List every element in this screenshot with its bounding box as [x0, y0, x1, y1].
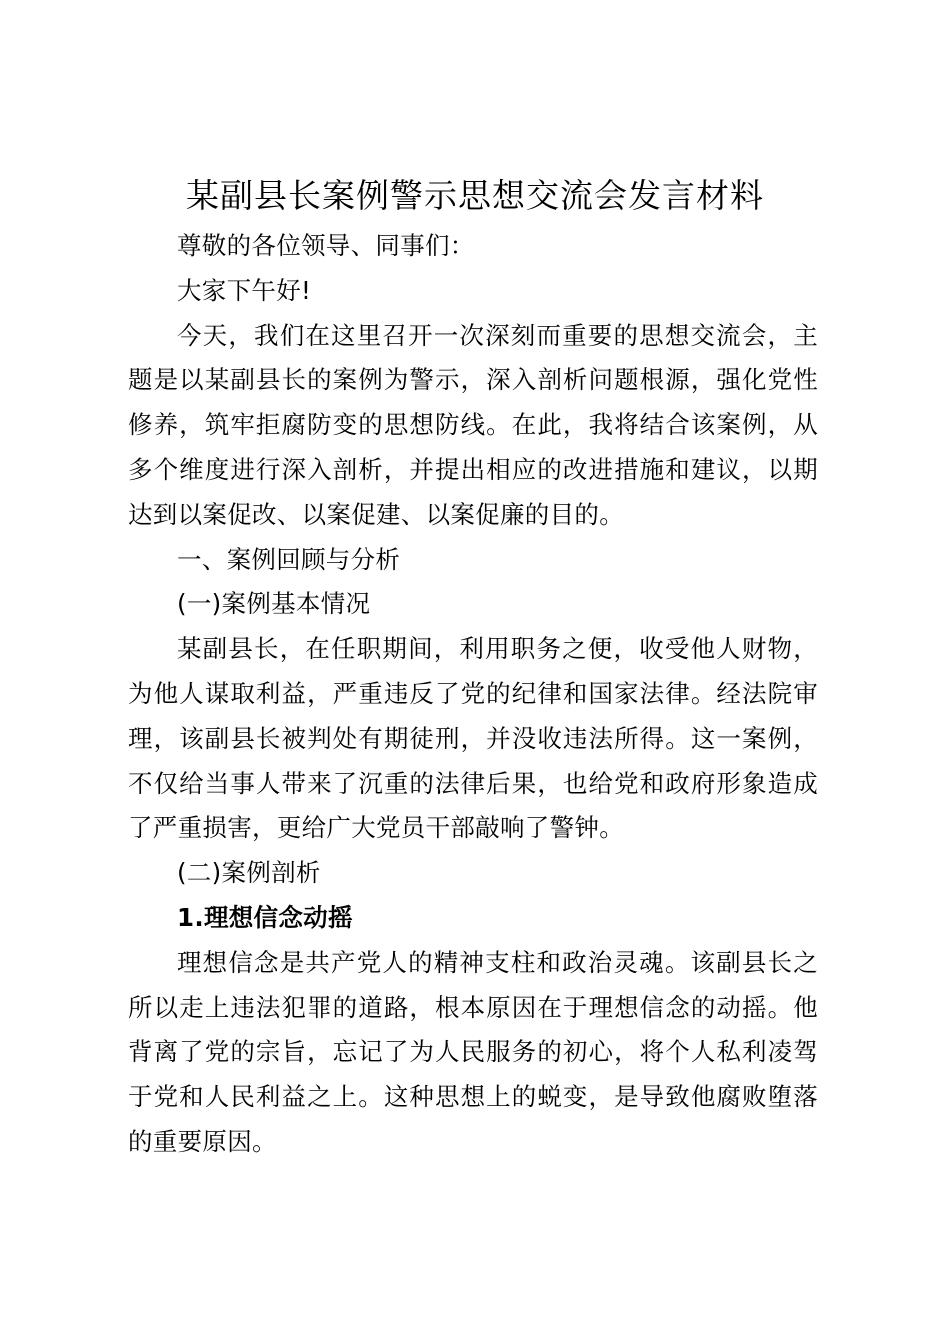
point-heading-1: 1.理想信念动摇 [177, 902, 353, 932]
point-paragraph-1: 理想信念是共产党人的精神支柱和政治灵魂。该副县长之所以走上违法犯罪的道路，根本原因在于理想信念的动摇。他背离了党的宗旨，忘记了为人民服务的初心，将个人私利凌驾于党和人民利益之上。这种思想上的蜕变，是导致他腐败堕落的重要原因。 [128, 947, 818, 1156]
subsection-heading-2: (二)案例剖析 [177, 858, 321, 888]
case-basic-paragraph: 某副县长，在任职期间，利用职务之便，收受他人财物，为他人谋取利益，严重违反了党的纪律和国家法律。经法院审理，该副县长被判处有期徒刑，并没收违法所得。这一案例，不仅给当事人带来了沉重的法律后果，也给党和政府形象造成了严重损害，更给广大党员干部敲响了警钟。 [128, 634, 818, 843]
salutation: 尊敬的各位领导、同事们： [177, 231, 475, 260]
greeting: 大家下午好! [177, 275, 312, 305]
section-heading-1: 一、案例回顾与分析 [177, 544, 401, 574]
document-title: 某副县长案例警示思想交流会发言材料 [186, 176, 764, 215]
subsection-heading-1: (一)案例基本情况 [177, 589, 371, 619]
intro-paragraph: 今天，我们在这里召开一次深刻而重要的思想交流会，主题是以某副县长的案例为警示，深入剖析问题根源，强化党性修养，筑牢拒腐防变的思想防线。在此，我将结合该案例，从多个维度进行深入剖析，并提出相应的改进措施和建议，以期达到以案促改、以案促建、以案促廉的目的。 [128, 320, 818, 529]
document-body [128, 224, 818, 1165]
